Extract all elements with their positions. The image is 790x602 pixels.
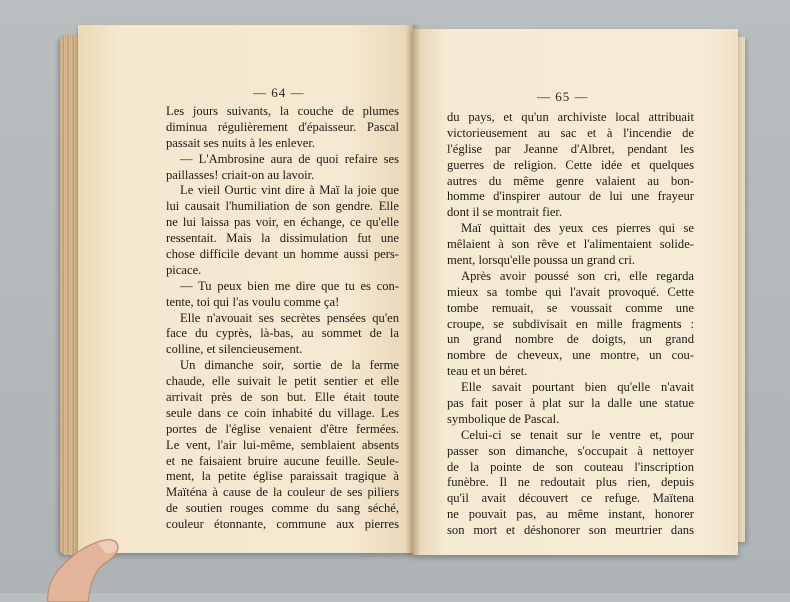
text-line: paillasses! criait-on au lavoir.	[166, 167, 315, 182]
book-gutter	[405, 25, 421, 555]
text-line: face du cyprès, là-bas, au sommet de la	[166, 326, 399, 341]
text-line: mêlaient à son rêve et l'alimentaient solide-	[447, 237, 694, 252]
text-line: homme d'inspirer autour de lui une frayeur	[447, 189, 694, 204]
text-line: Maï quittait des yeux ces pierres qui se	[461, 221, 694, 236]
text-line: l'église par Jeanne d'Albret, pendant les	[447, 141, 694, 156]
text-line: picace.	[166, 262, 202, 277]
text-line: Elle savait pourtant bien qu'elle n'avait	[461, 380, 694, 395]
text-line: ment, la petite église paraissait tragique à	[166, 469, 399, 484]
text-line: son mort et déshonorer son meurtrier dans	[447, 523, 694, 538]
text-line: seule dans ce coin inhabité du village. Les	[166, 405, 399, 420]
text-line: un grand nombre de doigts, un grand	[447, 332, 694, 347]
text-line: — Tu peux bien me dire que tu es con-	[180, 278, 399, 293]
text-line: couleur étonnante, commune aux pierres	[166, 517, 399, 532]
text-line: ne lui laissa pas voir, en échange, ce qu'elle	[166, 215, 399, 230]
text-line: chose difficile devant un homme aussi pers-	[166, 247, 399, 262]
text-line: passer son dimanche, s'occupait à nettoyer	[447, 443, 694, 458]
text-line: lui causait l'humiliation de son gendre. Elle	[166, 199, 399, 214]
text-line: portes de l'église venaient d'être fermées.	[166, 421, 399, 436]
text-line: funèbre. Il ne redoutait plus rien, depuis	[447, 475, 694, 490]
text-line: Celui-ci se tenait sur le ventre et, pour	[461, 427, 694, 442]
text-line: ne pouvait pas, au même instant, honorer	[447, 507, 694, 522]
text-line: teau et un béret.	[447, 364, 528, 379]
text-line: mieux sa tombe qui l'avait provoqué. Cette	[447, 284, 694, 299]
text-line: tombe remuait, se voussait comme une	[447, 300, 694, 315]
text-line: — L'Ambrosine aura de quoi refaire ses	[180, 151, 399, 166]
text-line: passait ses nuits à les enlever.	[166, 135, 315, 150]
text-line: guerres de religion. Cette idée et quelques	[447, 157, 694, 172]
text-line: dont il se montrait fier.	[447, 205, 563, 220]
text-line: symbolique de Pascal.	[447, 411, 560, 426]
text-line: de la pointe de son couteau l'inscription	[447, 459, 694, 474]
text-line: colline, et silencieusement.	[166, 342, 303, 357]
text-line: tente, toi qui l'as voulu comme ça!	[166, 294, 340, 309]
open-book	[60, 25, 745, 565]
text-line: ment, lorsqu'elle poussa un grand cri.	[447, 253, 635, 268]
text-line: Un dimanche soir, sortie de la ferme	[180, 358, 399, 373]
right-page-text	[447, 110, 694, 539]
thumb-image	[38, 522, 128, 602]
text-line: qu'il avait découvert ce refuge. Maïtena	[447, 491, 694, 506]
left-page	[78, 25, 413, 553]
text-line: pas fait poser à plat sur la dalle une statue	[447, 396, 694, 411]
text-line: ressentait. Mais la dissimulation fut une	[166, 231, 399, 246]
text-line: arrivait près de son but. Elle était toute	[166, 390, 399, 405]
text-line: Le vieil Ourtic vint dire à Maï la joie que	[180, 183, 399, 198]
right-page-number: — 65 —	[537, 89, 589, 104]
text-line: Maïténa à cause de la couleur de ses piliers	[166, 485, 399, 500]
left-page-text	[166, 104, 399, 533]
text-line: nombre de cheveux, une montre, un cou-	[447, 348, 694, 363]
text-line: Les jours suivants, la couche de plumes	[166, 104, 399, 118]
text-line: croupe, se subdivisait en mille fragments :	[447, 316, 694, 331]
text-line: diminua régulièrement d'épaisseur. Pascal	[166, 119, 399, 134]
left-page-number: — 64 —	[253, 85, 305, 100]
text-line: Après avoir poussé son cri, elle regarda	[461, 268, 694, 283]
text-line: autres du même genre valaient au bon-	[447, 173, 694, 188]
text-line: du pays, et qu'un archiviste local attribuait	[447, 110, 694, 124]
text-line: chaude, elle suivait le petit sentier et elle	[166, 374, 399, 389]
text-line: et ne faisaient bruire aucune feuille. Seule-	[166, 453, 399, 468]
text-line: Elle n'avouait ses secrètes pensées qu'en	[180, 310, 399, 325]
right-page	[413, 29, 738, 555]
text-line: de soutien rouges comme du sang séché,	[166, 501, 399, 516]
text-line: victorieusement au sac et à l'incendie de	[447, 125, 694, 140]
text-line: Le vent, l'air lui-même, semblaient absents	[166, 437, 399, 452]
